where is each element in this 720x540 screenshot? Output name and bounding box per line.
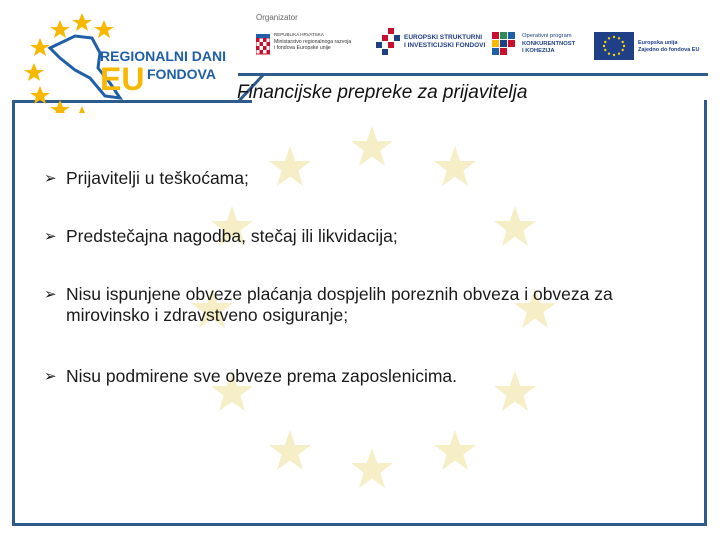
bullet-text: Nisu podmirene sve obveze prema zaposlenicima. <box>66 366 458 386</box>
esif-logo <box>374 26 486 62</box>
opkk-line2: KONKURENTNOST <box>522 40 576 47</box>
esif-line1: EUROPSKI STRUKTURNI <box>404 34 483 41</box>
bullet-item <box>44 168 249 189</box>
bullet-text: Predstečajna nagodba, stečaj ili likvidacija; <box>66 226 398 246</box>
slide-title: Financijske prepreke za prijavitelja <box>237 82 528 103</box>
opkk-squares-icon <box>490 26 520 62</box>
bullet-item <box>44 366 457 387</box>
bullet-text: Nisu ispunjene obveze plaćanja dospjelih poreznih obveza i obveza za mirovinsko i zdravstveno osiguranje; <box>66 284 613 325</box>
event-logo-line2: FONDOVA <box>147 66 216 82</box>
arrow-bullet-icon: ➢ <box>44 286 57 303</box>
opkk-line3: I KOHEZIJA <box>522 48 555 54</box>
eu-line1: Europska unija <box>638 40 678 46</box>
eu-flag-icon <box>594 32 634 60</box>
ministry-line2: Ministarstvo regionalnoga razvoja <box>274 38 352 45</box>
organizer-label: Organizator <box>256 13 298 22</box>
croatia-crest-icon <box>256 34 270 56</box>
ministry-line3: i fondova Europske unije <box>274 45 331 51</box>
bullet-item <box>44 284 686 326</box>
esif-line2: I INVESTICIJSKI FONDOVI <box>404 42 486 49</box>
ministry-logo <box>256 32 368 62</box>
opkk-line1: Operativni program <box>522 33 572 39</box>
esif-squares-icon <box>374 26 404 62</box>
event-logo-line1: REGIONALNI DANI <box>100 48 226 64</box>
bullet-item <box>44 226 398 247</box>
eu-line2: Zajedno do fondova EU <box>638 47 700 53</box>
arrow-bullet-icon: ➢ <box>44 368 57 385</box>
ministry-line1: REPUBLIKA HRVATSKA <box>274 32 324 37</box>
arrow-bullet-icon: ➢ <box>44 228 57 245</box>
event-logo-eu: EU <box>100 61 145 97</box>
arrow-bullet-icon: ➢ <box>44 170 57 187</box>
bullet-text: Prijavitelji u teškoćama; <box>66 168 249 188</box>
opkk-logo <box>490 26 590 62</box>
eu-logo <box>594 32 706 62</box>
frame-top-right <box>238 73 708 76</box>
